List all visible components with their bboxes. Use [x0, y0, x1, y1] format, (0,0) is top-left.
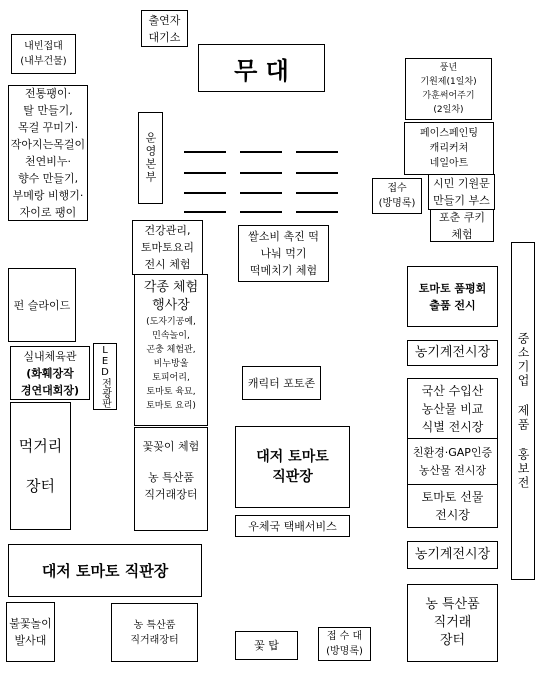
ag-exhibit-complex	[407, 378, 498, 528]
health-line-1: 건강관리,	[144, 224, 191, 237]
face-painting-line-3: 네일아트	[429, 158, 469, 169]
fireworks-line-1: 불꽃놀이	[9, 617, 52, 630]
fun-slide-label: 펀 슬라이드	[13, 298, 71, 312]
experience-title-1: 각종 체험	[143, 280, 199, 295]
ag-machine-exhibit-2	[407, 541, 498, 569]
crafts-line-6: 향수 만들기,	[17, 172, 79, 185]
seat-row-4a	[184, 211, 226, 213]
daejeo-tomato-direct-store-wide	[8, 544, 202, 597]
character-photo-label: 캐릭터 포토존	[247, 376, 316, 390]
health-line-2: 토마토요리	[140, 241, 195, 254]
tomato-gift-exhibit	[408, 485, 497, 527]
fun-slide	[8, 268, 76, 342]
traditional-crafts-booth	[8, 85, 88, 221]
post-office-label: 우체국 택배서비스	[248, 519, 337, 533]
harvest-ceremony-booth	[405, 58, 492, 120]
fireworks-line-2: 발사대	[14, 634, 47, 647]
reception-bottom-line-1: 접 수 대	[326, 631, 363, 642]
food-street-line-1: 먹거리	[18, 437, 63, 455]
daejeo-wide-label: 대저 토마토 직판장	[41, 561, 169, 580]
rice-cake-line-3: 떡메치기 체험	[249, 264, 318, 277]
reception-east-line-1: 접수	[387, 183, 407, 194]
local-market-right-line-3: 장터	[439, 633, 466, 648]
health-cooking-booth	[132, 220, 203, 275]
main-stage	[198, 44, 325, 92]
daejeo-center-line-2: 직판장	[272, 469, 313, 485]
vip-room-line-1: 내빈접대	[24, 41, 63, 52]
fireworks-launcher	[6, 602, 55, 662]
local-market-bottom-line-2: 직거래장터	[130, 634, 179, 646]
citizen-wish-booth	[428, 174, 495, 210]
crafts-line-1: 전통팽이·	[24, 87, 71, 100]
tomato-exhibit	[407, 266, 498, 327]
pungnyeon-line-4: (2일차)	[433, 105, 464, 115]
experience-detail-5: 토피어리,	[152, 373, 190, 383]
seat-row-4b	[240, 211, 282, 213]
experience-title-2: 행사장	[152, 298, 190, 313]
rice-cake-line-1: 쌀소비 촉진 떡	[248, 230, 319, 243]
seat-row-3b	[240, 192, 282, 194]
indoor-gym-line-2: (화훼장작	[26, 366, 74, 380]
import-compare-line-3: 식별 전시장	[421, 419, 484, 434]
face-painting-booth	[404, 122, 494, 175]
character-photo-zone	[242, 366, 321, 400]
flower-crown-label: 꽃꽂이 체험	[142, 440, 200, 453]
local-market-right-line-1: 농 특산품	[425, 597, 480, 612]
indoor-gym-line-3: 경연대회장)	[20, 383, 80, 397]
performer-waiting-line-1: 출연자	[148, 13, 181, 27]
operations-hq	[138, 112, 163, 204]
vip-room-line-2: (내부건물)	[20, 56, 67, 67]
daejeo-center-line-1: 대저 토마토	[256, 449, 329, 465]
ag-machine-2-label: 농기계전시장	[414, 547, 491, 562]
sme-promotion-booth	[511, 242, 535, 580]
eco-gap-line-2: 농산물 전시장	[418, 463, 487, 477]
citizen-wish-line-1: 시민 기원문	[433, 177, 490, 190]
reception-bottom-line-2: (방명록)	[326, 646, 363, 657]
face-painting-line-1: 페이스페인팅	[420, 128, 478, 139]
seat-row-2b	[240, 172, 282, 174]
local-market-mid-line-1: 농 특산품	[147, 471, 194, 484]
experience-hall	[134, 274, 208, 426]
reception-east-line-2: (방명록)	[378, 198, 416, 209]
seat-row-1a	[184, 151, 226, 153]
performer-waiting-area	[141, 10, 188, 47]
health-line-3: 전시 체험	[144, 258, 191, 271]
import-compare-exhibit	[408, 379, 497, 439]
seat-row-3a	[184, 192, 226, 194]
sme-promo-label: 중소기업 제품 홍보전	[516, 332, 530, 490]
vip-reception-room	[11, 34, 76, 74]
fortune-cookie-line-2: 체험	[451, 227, 473, 241]
experience-detail-3: 곤충 체험관,	[146, 345, 196, 355]
reception-bottom	[318, 627, 371, 661]
ag-machine-exhibit-1	[407, 340, 498, 366]
eco-gap-exhibit	[408, 439, 497, 485]
flower-market-booth	[134, 427, 208, 531]
flower-tower	[235, 631, 298, 660]
flower-tower-label: 꽃 탑	[254, 639, 279, 652]
stage-label: 무 대	[234, 56, 289, 85]
seat-row-1b	[240, 151, 282, 153]
performer-waiting-line-2: 대기소	[148, 30, 181, 44]
experience-detail-2: 민속놀이,	[152, 331, 190, 341]
import-compare-line-1: 국산 수입산	[421, 383, 484, 398]
tomato-gift-line-1: 토마토 선물	[421, 490, 484, 504]
face-painting-line-2: 캐리커쳐	[429, 143, 469, 154]
pungnyeon-line-2: 기원제(1일차)	[420, 77, 477, 87]
led-board-label: LED전광판	[99, 345, 111, 408]
rice-cake-line-2: 나눠 먹기	[260, 247, 307, 260]
seat-row-2a	[184, 172, 226, 174]
ag-machine-1-label: 농기계전시장	[414, 345, 491, 360]
crafts-line-7: 부메랑 비행기·	[12, 189, 84, 202]
local-market-mid-line-2: 직거래장터	[144, 488, 198, 501]
crafts-line-8: 자이로 팽이	[19, 206, 77, 219]
food-street-line-2: 장터	[26, 477, 55, 495]
tomato-gift-line-2: 전시장	[435, 508, 470, 522]
tomato-exhibit-line-2: 출품 전시	[429, 298, 476, 312]
tomato-exhibit-line-1: 토마토 품평회	[418, 281, 487, 295]
crafts-line-5: 천연비누·	[24, 155, 71, 168]
experience-detail-1: (도자기공예,	[146, 317, 196, 327]
food-street	[10, 402, 71, 530]
experience-detail-4: 비누방울	[153, 359, 189, 369]
local-market-right	[407, 584, 498, 662]
experience-detail-7: 토마토 요리)	[146, 401, 196, 411]
rice-cake-booth	[238, 225, 329, 282]
seat-row-2c	[296, 172, 338, 174]
local-market-bottom-line-1: 농 특산품	[133, 619, 176, 631]
crafts-line-3: 목걸 꾸미기·	[17, 121, 79, 134]
indoor-gym	[10, 346, 90, 400]
fortune-cookie-line-1: 포춘 쿠키	[438, 210, 485, 224]
post-office-parcel	[235, 515, 350, 537]
seat-row-3c	[296, 192, 338, 194]
crafts-line-2: 탈 만들기,	[23, 104, 73, 117]
daejeo-tomato-direct-store	[235, 426, 350, 508]
led-board	[93, 343, 117, 410]
local-market-bottom	[111, 603, 198, 662]
import-compare-line-2: 농산물 비교	[421, 401, 484, 416]
crafts-line-4: 작아지는목걸이	[10, 138, 86, 151]
seat-row-4c	[296, 211, 338, 213]
indoor-gym-line-1: 실내체육관	[23, 349, 77, 363]
fortune-cookie-booth	[430, 209, 494, 242]
experience-detail-6: 토마토 육묘,	[146, 387, 196, 397]
reception-east	[372, 178, 422, 214]
eco-gap-line-1: 친환경·GAP인증	[412, 445, 493, 459]
seat-row-1c	[296, 151, 338, 153]
pungnyeon-line-1: 풍년	[439, 63, 458, 73]
citizen-wish-line-2: 만들기 부스	[433, 194, 490, 207]
pungnyeon-line-3: 가훈써어주기	[422, 91, 475, 101]
local-market-right-line-2: 직거래	[433, 615, 472, 630]
operations-hq-label: 운영본부	[144, 132, 157, 184]
